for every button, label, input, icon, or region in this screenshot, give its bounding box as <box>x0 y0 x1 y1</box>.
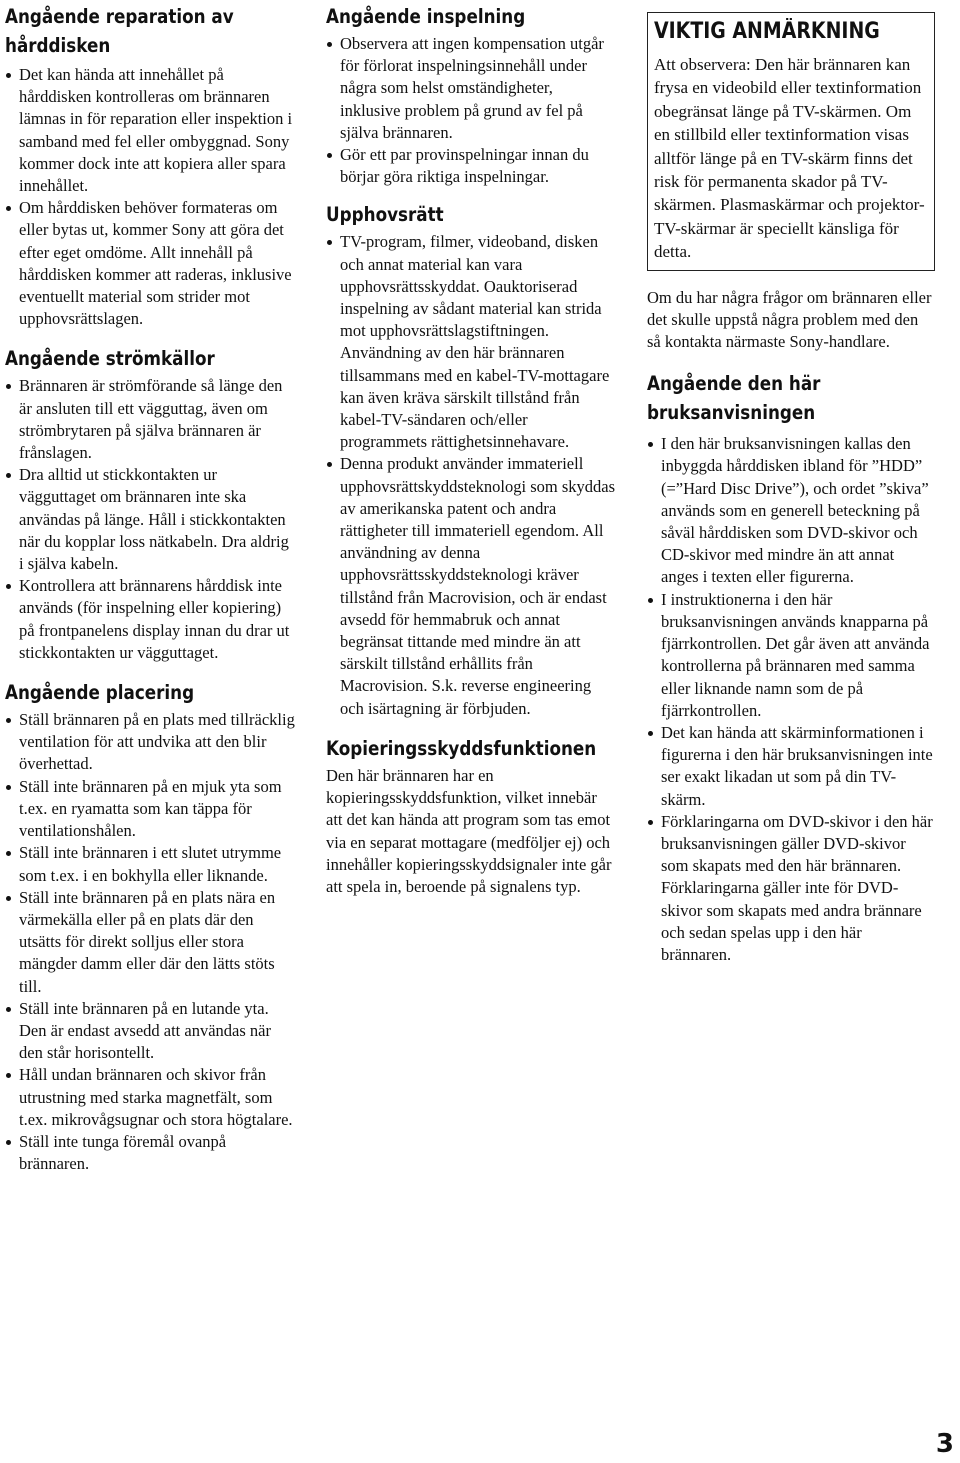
notice-text: Att observera: Den här brännaren kan frysa en videobild eller textinformation obegränsat länge på TV-skärmen. Om en stillbild eller textinformation visas alltför länge på en TV-skärm finns det risk för permanenta skador på TV-skärmen. Plasmaskärmar och projektor-TV-skärmar är speciellt känsliga för detta. <box>654 55 925 262</box>
list-placement <box>5 709 297 1175</box>
section-repair <box>5 2 297 330</box>
section-placement <box>5 678 297 1175</box>
list-item: Kontrollera att brännarens hårddisk inte används (för inspelning eller kopiering) på frontpanelens display innan du drar ut stickkontakten ur vägguttaget. <box>5 575 297 664</box>
list-item: Håll undan brännaren och skivor från utrustning med starka magnetfält, som t.ex. mikrovågsugnar och stora högtalare. <box>5 1064 297 1131</box>
list-power <box>5 375 297 664</box>
list-copyright <box>326 231 616 719</box>
heading-copy-protection: Kopieringsskyddsfunktionen <box>326 736 597 760</box>
list-item: TV-program, filmer, videoband, disken och annat material kan vara upphovsrättsskyddat. Oauktoriserad inspelning av sådant material kan strida mot upphovsrättslagstiftningen. Användning av den här brännaren tillsammans med en kabel-TV-mottagare kan även kräva särskilt tillstånd från kabel-TV-sändaren och/eller programmets rättighetsinnehavare. <box>326 231 616 453</box>
notice-heading: VIKTIG ANMÄRKNING <box>654 19 880 44</box>
list-item: Brännaren är strömförande så länge den är ansluten till ett vägguttag, även om strömbrytaren på själva brännaren är frånslagen. <box>5 375 297 464</box>
list-item: Ställ inte brännaren på en plats nära en värmekälla eller på en plats där den utsätts för direkt solljus eller stora mängder damm eller där den lätts stöts till. <box>5 887 297 998</box>
heading-copyright: Upphovsrätt <box>326 203 444 227</box>
column-right <box>647 0 935 966</box>
list-item: Det kan hända att innehållet på hårddisken kontrolleras om brännaren lämnas in för reparation eller inspektion i samband med fel eller ombyggnad. Sony kommer dock inte att kopiera aller spara innehållet. <box>5 64 297 197</box>
heading-manual: Angående den här bruksanvisningen <box>647 372 821 425</box>
list-item: Ställ inte tunga föremål ovanpå brännaren. <box>5 1131 297 1175</box>
section-copy-protection <box>326 734 616 898</box>
list-item: Ställ inte brännaren i ett slutet utrymme som t.ex. i en bokhylla eller liknande. <box>5 842 297 886</box>
list-item: Förklaringarna om DVD-skivor i den här bruksanvisningen gäller DVD-skivor som skapats med den här brännaren. Förklaringarna gäller inte för DVD-skivor som skapats med andra brännare och sedan spelas upp i den här brännaren. <box>647 811 935 966</box>
copy-protection-text: Den här brännaren har en kopieringsskyddsfunktion, vilket innebär att det kan hända att program som tas emot via en separat mottagare (medföljer ej) och innehåller kopieringsskyddsignaler inte går att spela in, beroende på signalens typ. <box>326 765 612 896</box>
list-item: Ställ brännaren på en plats med tillräcklig ventilation för att undvika att den blir överhettad. <box>5 709 297 776</box>
important-notice-box <box>647 12 935 271</box>
list-item: Observera att ingen kompensation utgår för förlorat inspelningsinnehåll under några som helst omständigheter, inklusive problem på grund av fel på själva brännaren. <box>326 33 616 144</box>
list-manual <box>647 433 935 966</box>
heading-placement: Angående placering <box>5 681 195 705</box>
list-item: Det kan hända att skärminformationen i figurerna i den här bruksanvisningen inte ser exakt likadan ut som på din TV-skärm. <box>647 722 935 811</box>
list-item: I instruktionerna i den här bruksanvisningen används knapparna på fjärrkontrollen. Det går även att använda kontrollerna på brännaren med samma eller liknande namn som de på fjärrkontrollen. <box>647 589 935 722</box>
section-manual <box>647 369 935 966</box>
list-item: Dra alltid ut stickkontakten ur vägguttaget om brännaren inte ska användas på länge. Håll i stickkontakten när du kopplar loss nätkabeln. Dra aldrig i själva kabeln. <box>5 464 297 575</box>
heading-repair: Angående reparation av hårddisken <box>5 5 234 57</box>
list-repair <box>5 64 297 330</box>
section-power <box>5 344 297 664</box>
list-item: Om hårddisken behöver formateras om eller bytas ut, kommer Sony att göra det efter eget omdöme. Allt innehåll på hårddisken kommer att raderas, inklusive eventuellt material som strider mot upphovsrättslagen. <box>5 197 297 330</box>
heading-power: Angående strömkällor <box>5 347 215 371</box>
heading-recording: Angående inspelning <box>326 5 526 28</box>
list-recording <box>326 33 616 188</box>
section-recording <box>326 2 616 188</box>
list-item: Gör ett par provinspelningar innan du börjar göra riktiga inspelningar. <box>326 144 616 188</box>
section-copyright <box>326 200 616 719</box>
list-item: Ställ inte brännaren på en lutande yta. Den är endast avsedd att användas när den står horisontellt. <box>5 998 297 1065</box>
page-number: 3 <box>935 1429 954 1459</box>
list-item: Ställ inte brännaren på en mjuk yta som t.ex. en ryamatta som kan täppa för ventilationshålen. <box>5 776 297 843</box>
column-middle <box>326 0 616 898</box>
list-item: I den här bruksanvisningen kallas den inbyggda hårddisken ibland för ”HDD” (=”Hard Disc Drive”), och ordet ”skiva” används som en generell beteckning på såväl hårddisken som DVD-skivor och CD-skivor med mindre än att annat anges i texten eller figurerna. <box>647 433 935 588</box>
list-item: Denna produkt använder immateriell upphovsrättskyddsteknologi som skyddas av amerikanska patent och andra rättigheter till immateriell egendom. All användning av denna upphovsrättsskyddsteknologi kräver tillstånd från Macrovision, och är endast avsedd för hemmabruk och annat begränsat tittande med mindre än att särskilt tillstånd erhållits från Macrovision. S.k. reverse engineering och isärtagning är förbjuden. <box>326 453 616 719</box>
contact-intro-text: Om du har några frågor om brännaren eller det skulle uppstå några problem med den så kontakta närmaste Sony-handlare. <box>647 287 932 352</box>
column-left <box>5 0 297 1175</box>
